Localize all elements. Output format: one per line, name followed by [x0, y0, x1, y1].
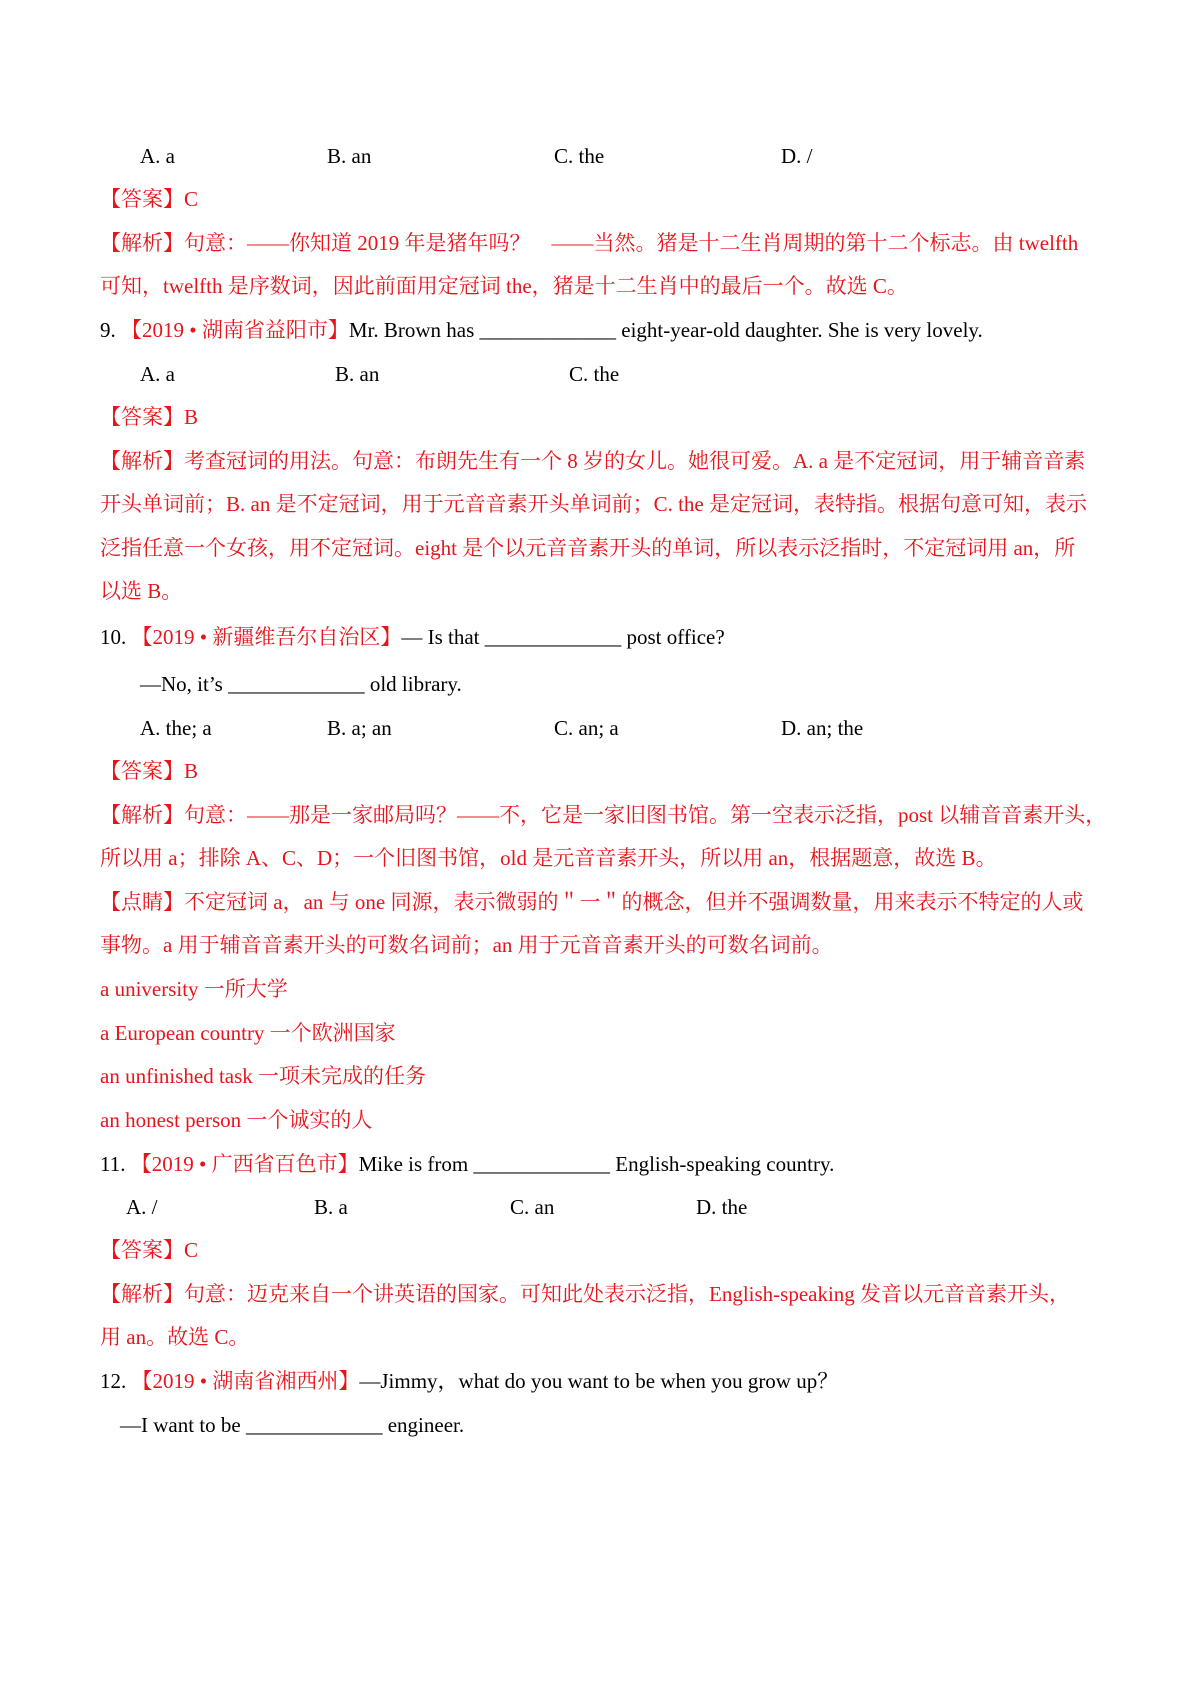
question-source: 【2019 • 湖南省湘西州】: [131, 1369, 360, 1393]
example-item: an honest person 一个诚实的人: [100, 1108, 373, 1132]
q9-answer: [100, 403, 1200, 431]
answer-value: C: [184, 187, 199, 211]
q8-option-d: D. /: [781, 144, 813, 168]
example-item: a university 一所大学: [100, 977, 288, 1001]
answer-label: 【答案】: [100, 1238, 184, 1262]
example-item: a European country 一个欧洲国家: [100, 1021, 396, 1045]
q12-stem: [100, 1367, 1200, 1395]
question-number: 9.: [100, 318, 116, 342]
q12-stem-2: —I want to be _____________ engineer.: [120, 1413, 465, 1437]
question-number: 10.: [100, 625, 127, 649]
q10-analysis-line-1: [100, 801, 1200, 829]
question-number: 11.: [100, 1152, 126, 1176]
analysis-label: 【解析】: [100, 231, 184, 255]
q9-analysis-line-3: 泛指任意一个女孩，用不定冠词。eight 是个以元音音素开头的单词，所以表示泛指时，不定冠词用 an，所: [100, 536, 1076, 560]
q9-option-b: B. an: [335, 362, 380, 386]
q9-stem: [100, 316, 1200, 344]
q10-option-a: A. the; a: [140, 716, 212, 740]
q10-analysis-line-2: 所以用 a；排除 A、C、D；一个旧图书馆，old 是元音音素开头，所以用 an，根据题意，故选 B。: [100, 846, 997, 870]
question-text: — Is that _____________ post office?: [401, 625, 725, 649]
q11-analysis-line-1: [100, 1280, 1200, 1308]
answer-label: 【答案】: [100, 405, 184, 429]
q9-analysis-line-4: 以选 B。: [100, 579, 183, 603]
question-text: Mike is from _____________ English-speaking country.: [358, 1152, 835, 1176]
question-source: 【2019 • 湖南省益阳市】: [121, 318, 349, 342]
answer-label: 【答案】: [100, 187, 184, 211]
q9-option-a: A. a: [140, 362, 175, 386]
q11-analysis-line-2: 用 an。故选 C。: [100, 1325, 250, 1349]
example-item: an unfinished task 一项未完成的任务: [100, 1064, 427, 1088]
answer-value: C: [184, 1238, 199, 1262]
q11-stem: [100, 1150, 1200, 1178]
analysis-text: 句意：——你知道 2019 年是猪年吗？ ——当然。猪是十二生肖周期的第十二个标志。由 twelfth: [184, 231, 1079, 255]
q8-option-c: C. the: [554, 144, 605, 168]
q11-option-c: C. an: [510, 1195, 555, 1219]
q11-option-a: A. /: [126, 1195, 158, 1219]
q11-option-b: B. a: [314, 1195, 348, 1219]
q8-analysis-line-1: [100, 229, 1200, 257]
analysis-text: 句意：——那是一家邮局吗？——不，它是一家旧图书馆。第一空表示泛指，post 以辅音音素开头，: [184, 803, 1107, 827]
q10-answer: [100, 757, 1200, 785]
question-number: 12.: [100, 1369, 127, 1393]
answer-value: B: [184, 759, 199, 783]
q8-answer: [100, 185, 1200, 213]
answer-value: B: [184, 405, 199, 429]
q8-option-a: A. a: [140, 144, 175, 168]
analysis-label: 【解析】: [100, 803, 184, 827]
tip-label: 【点睛】: [100, 890, 184, 914]
question-source: 【2019 • 新疆维吾尔自治区】: [131, 625, 402, 649]
q10-option-c: C. an; a: [554, 716, 619, 740]
q9-analysis-line-2: 开头单词前；B. an 是不定冠词，用于元音音素开头单词前；C. the 是定冠词，表特指。根据句意可知，表示: [100, 492, 1087, 516]
analysis-label: 【解析】: [100, 1282, 184, 1306]
tip-text: 不定冠词 a，an 与 one 同源，表示微弱的＂一＂的概念，但并不强调数量，用来表示不特定的人或: [184, 890, 1084, 914]
q10-option-d: D. an; the: [781, 716, 864, 740]
question-text: —Jimmy，what do you want to be when you grow up？: [359, 1369, 839, 1393]
q9-option-c: C. the: [569, 362, 620, 386]
q10-tip-line-2: 事物。a 用于辅音音素开头的可数名词前；an 用于元音音素开头的可数名词前。: [100, 933, 833, 957]
q10-stem-2: —No, it’s _____________ old library.: [140, 672, 462, 696]
analysis-text: 句意：迈克来自一个讲英语的国家。可知此处表示泛指，English-speaking 发音以元音音素开头，: [184, 1282, 1071, 1306]
q9-analysis-line-1: [100, 447, 1200, 475]
q10-option-b: B. a; an: [327, 716, 392, 740]
question-text: Mr. Brown has _____________ eight-year-old daughter. She is very lovely.: [348, 318, 983, 342]
answer-label: 【答案】: [100, 759, 184, 783]
analysis-label: 【解析】: [100, 449, 184, 473]
analysis-text: 考查冠词的用法。句意：布朗先生有一个 8 岁的女儿。她很可爱。A. a 是不定冠词，用于辅音音素: [184, 449, 1086, 473]
q8-option-b: B. an: [327, 144, 372, 168]
q10-tip-line-1: [100, 888, 1200, 916]
q11-answer: [100, 1236, 1200, 1264]
q11-option-d: D. the: [696, 1195, 748, 1219]
question-source: 【2019 • 广西省百色市】: [130, 1152, 359, 1176]
q8-analysis-line-2: 可知，twelfth 是序数词，因此前面用定冠词 the，猪是十二生肖中的最后一个。故选 C。: [100, 274, 908, 298]
q10-stem: [100, 623, 1200, 651]
